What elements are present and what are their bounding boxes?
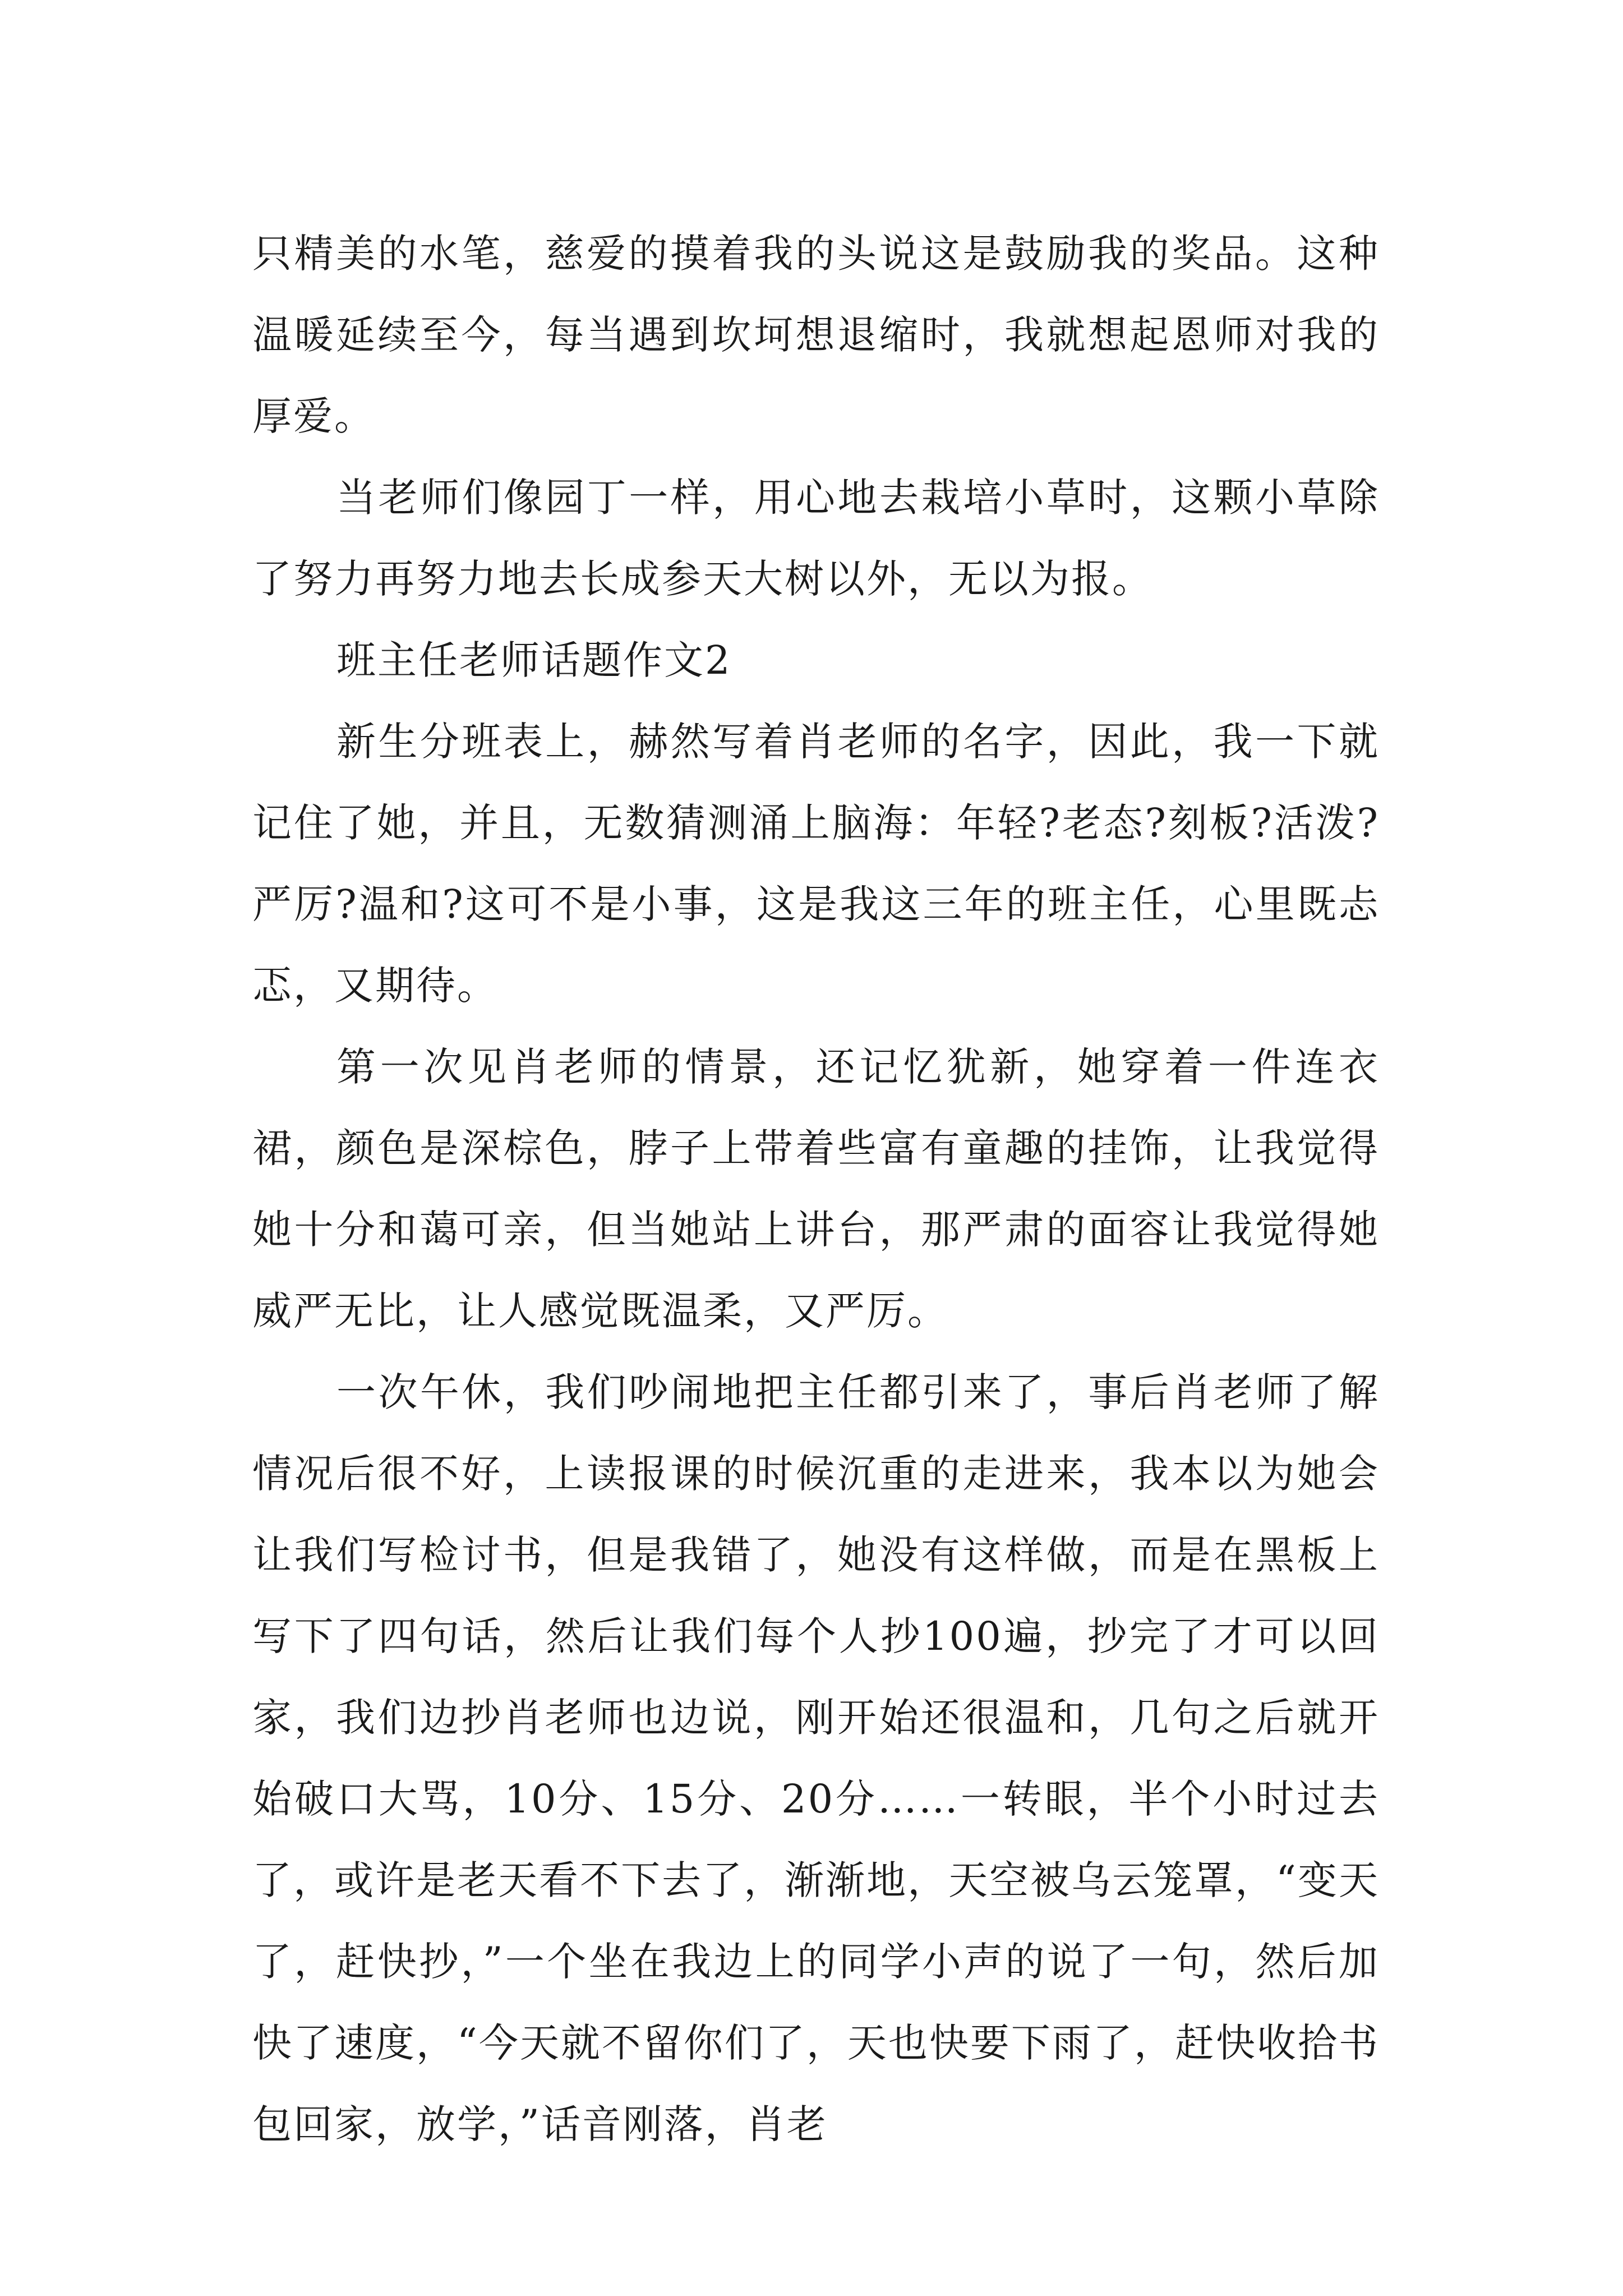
paragraph-gardener: 当老师们像园丁一样，用心地去栽培小草时，这颗小草除了努力再努力地去长成参天大树以外，无以为报。 bbox=[252, 475, 1380, 602]
paragraph-noon-break: 一次午休，我们吵闹地把主任都引来了，事后肖老师了解情况后很不好，上读报课的时候沉重的走进来，我本以为她会让我们写检讨书，但是我错了，她没有这样做，而是在黑板上写下了四句话，然后让我们每个人抄100遍，抄完了才可以回家，我们边抄肖老师也边说，刚开始还很温和，几句之后就开始破口大骂，10分、15分、20分……一转眼，半个小时过去了，或许是老天看不下去了，渐渐地，天空被乌云笼罩，“变天了，赶快抄，”一个坐在我边上的同学小声的说了一句，然后加快了速度，“今天就不留你们了，天也快要下雨了，赶快收拾书包回家，放学，”话音刚落，肖老 bbox=[252, 1369, 1380, 2147]
essay-heading: 班主任老师话题作文2 bbox=[336, 637, 732, 683]
paragraph-continued: 只精美的水笔，慈爱的摸着我的头说这是鼓励我的奖品。这种温暖延续至今，每当遇到坎坷想退缩时，我就想起恩师对我的厚爱。 bbox=[252, 231, 1380, 439]
paragraph-class-list: 新生分班表上，赫然写着肖老师的名字，因此，我一下就记住了她，并且，无数猜测涌上脑海：年轻?老态?刻板?活泼?严厉?温和?这可不是小事，这是我这三年的班主任，心里既忐忑，又期待。 bbox=[252, 719, 1380, 1009]
paragraph-first-meeting: 第一次见肖老师的情景，还记忆犹新，她穿着一件连衣裙，颜色是深棕色，脖子上带着些富有童趣的挂饰，让我觉得她十分和蔼可亲，但当她站上讲台，那严肃的面容让我觉得她威严无比，让人感觉既温柔，又严厉。 bbox=[252, 1044, 1380, 1334]
document-body bbox=[252, 213, 1380, 2165]
